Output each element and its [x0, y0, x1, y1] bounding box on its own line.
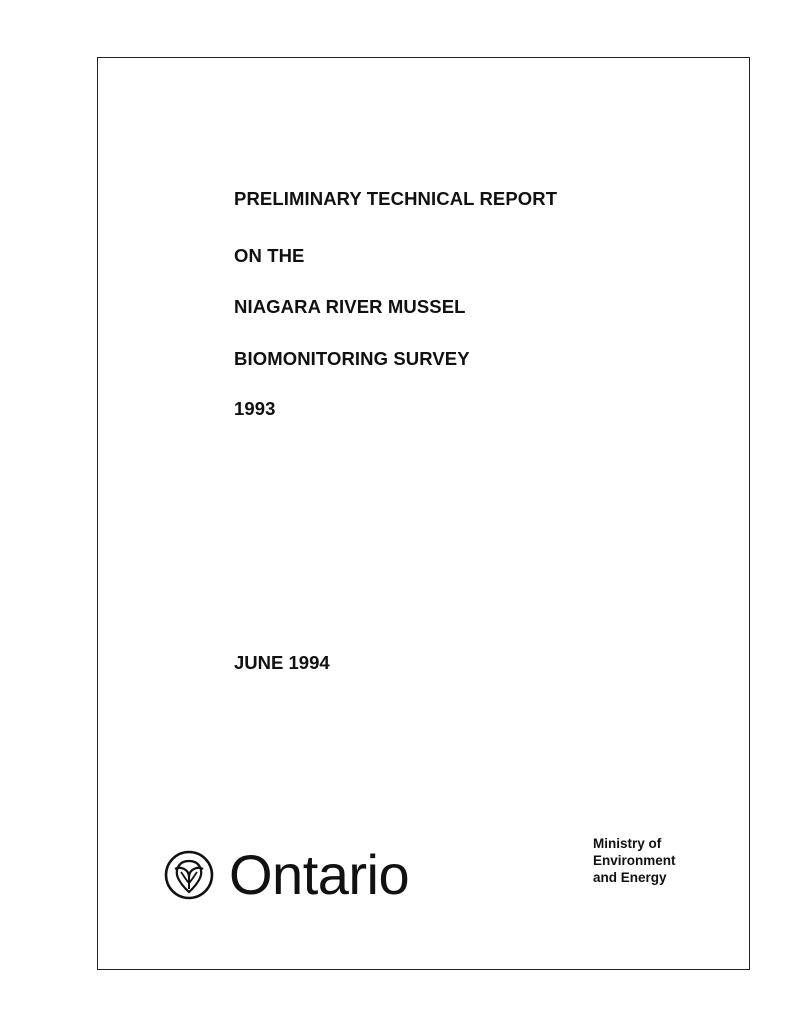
report-year: 1993 [234, 398, 276, 419]
ministry-line-1: Ministry of [593, 836, 662, 851]
ontario-wordmark: Ontario [229, 843, 410, 906]
report-title-line-1: PRELIMINARY TECHNICAL REPORT [234, 188, 558, 209]
report-title-line-2: ON THE [234, 245, 305, 266]
report-title-line-3: NIAGARA RIVER MUSSEL [234, 296, 466, 317]
report-date: JUNE 1994 [234, 652, 330, 673]
ministry-name [593, 835, 676, 886]
ministry-line-3: and Energy [593, 870, 667, 885]
report-title-line-4: BIOMONITORING SURVEY [234, 348, 470, 369]
ministry-line-2: Environment [593, 853, 676, 868]
ontario-logo [163, 840, 409, 910]
trillium-icon [163, 849, 215, 901]
